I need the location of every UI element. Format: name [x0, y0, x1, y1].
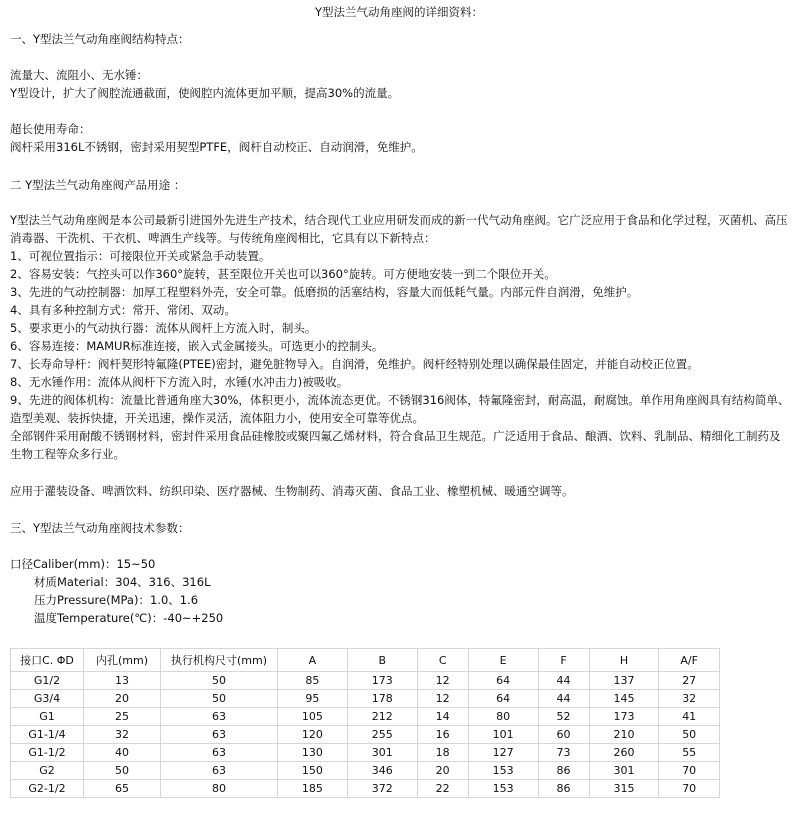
table-cell: G1-1/4: [11, 726, 84, 744]
spec-pressure: 压力Pressure(MPa)：1.0、1.6: [34, 593, 199, 607]
column-header: F: [538, 649, 589, 672]
table-cell: 65: [84, 780, 161, 798]
table-cell: 301: [589, 762, 659, 780]
table-cell: 22: [417, 780, 468, 798]
spec-temperature: 温度Temperature(℃)：-40~+250: [34, 611, 224, 625]
table-cell: 185: [278, 780, 348, 798]
applications-text: 应用于灌装设备、啤酒饮料、纺织印染、医疗器械、生物制药、消毒灭菌、食品工业、橡塑机械、暖通空调等。: [10, 484, 574, 498]
table-cell: 20: [417, 762, 468, 780]
feature1-text: Y型设计，扩大了阀腔流通截面，使阀腔内流体更加平顺，提高30%的流量。: [10, 86, 400, 100]
table-cell: 137: [589, 672, 659, 690]
spec-caliber: 口径Caliber(mm)：15~50: [10, 557, 156, 571]
section2-heading: 二 Y型法兰气动角座阀产品用途 ：: [10, 178, 186, 192]
table-cell: 40: [84, 744, 161, 762]
table-cell: 18: [417, 744, 468, 762]
table-cell: 50: [161, 672, 278, 690]
table-cell: 27: [659, 672, 720, 690]
table-cell: 52: [538, 708, 589, 726]
feature-item: 6、容易连接：MAMUR标准连接，嵌入式金属接头。可选更小的控制头。: [10, 339, 384, 353]
column-header: E: [468, 649, 538, 672]
table-cell: 64: [468, 672, 538, 690]
table-row: [11, 708, 720, 726]
feature-item: 8、无水锤作用：流体从阀杆下方流入时，水锤(水冲击力)被吸收。: [10, 375, 349, 389]
table-cell: G2: [11, 762, 84, 780]
table-cell: 50: [659, 726, 720, 744]
spec-material: 材质Material：304、316、316L: [34, 575, 211, 589]
table-row: [11, 744, 720, 762]
section1-heading: 一、Y型法兰气动角座阀结构特点：: [10, 32, 190, 46]
table-cell: 16: [417, 726, 468, 744]
table-cell: 12: [417, 690, 468, 708]
column-header: 内孔(mm): [84, 649, 161, 672]
table-cell: 95: [278, 690, 348, 708]
table-cell: 150: [278, 762, 348, 780]
table-cell: 25: [84, 708, 161, 726]
table-cell: 178: [347, 690, 417, 708]
table-cell: 372: [347, 780, 417, 798]
table-cell: 13: [84, 672, 161, 690]
table-cell: 60: [538, 726, 589, 744]
table-cell: 70: [659, 780, 720, 798]
table-cell: 63: [161, 744, 278, 762]
feature-item: 4、具有多种控制方式：常开、常闭、双动。: [10, 303, 236, 317]
table-cell: 346: [347, 762, 417, 780]
table-cell: 12: [417, 672, 468, 690]
table-cell: 173: [589, 708, 659, 726]
feature-item: 5、要求更小的气动执行器：流体从阀杆上方流入时，制头。: [10, 321, 317, 335]
table-cell: 41: [659, 708, 720, 726]
feature1-title: 流量大、流阻小、无水锤：: [10, 68, 148, 82]
feature2-text: 阀杆采用316L不锈钢，密封采用契型PTFE，阀杆自动校正、自动润滑，免维护。: [10, 140, 423, 154]
table-cell: 173: [347, 672, 417, 690]
table-cell: 32: [84, 726, 161, 744]
spec-table: [10, 648, 720, 798]
column-header: A: [278, 649, 348, 672]
column-header: 执行机构尺寸(mm): [161, 649, 278, 672]
table-header-row: [11, 649, 720, 672]
table-row: [11, 672, 720, 690]
table-cell: 212: [347, 708, 417, 726]
table-cell: 44: [538, 672, 589, 690]
table-cell: 32: [659, 690, 720, 708]
table-cell: 105: [278, 708, 348, 726]
table-cell: 64: [468, 690, 538, 708]
table-cell: 80: [468, 708, 538, 726]
table-cell: 153: [468, 780, 538, 798]
table-cell: 44: [538, 690, 589, 708]
materials-text: 全部钢件采用耐酸不锈钢材料，密封件采用食品硅橡胶或聚四氟乙烯材料，符合食品卫生规范。广泛适用于食品、酿酒、饮料、乳制品、精细化工制药及生物工程等众多行业。: [10, 429, 781, 461]
table-row: [11, 780, 720, 798]
table-cell: 85: [278, 672, 348, 690]
table-cell: G2-1/2: [11, 780, 84, 798]
table-cell: 73: [538, 744, 589, 762]
table-cell: 86: [538, 762, 589, 780]
table-cell: 50: [84, 762, 161, 780]
feature-item: 1、可视位置指示：可接限位开关或紧急手动装置。: [10, 249, 271, 263]
table-row: [11, 762, 720, 780]
table-cell: G1: [11, 708, 84, 726]
table-cell: 260: [589, 744, 659, 762]
page-title: Y型法兰气动角座阀的详细资料：: [314, 5, 484, 19]
table-cell: 255: [347, 726, 417, 744]
column-header: 接口C. ΦD: [11, 649, 84, 672]
table-cell: 63: [161, 726, 278, 744]
feature-item: 3、先进的气动控制器：加厚工程塑料外壳，安全可靠。低磨损的活塞结构，容量大而低耗气量。内部元件自润滑，免维护。: [10, 285, 639, 299]
section2-intro: Y型法兰气动角座阀是本公司最新引进国外先进生产技术，结合现代工业应用研发而成的新一代气动角座阀。它广泛应用于食品和化学过程，灭菌机、高压消毒器、干洗机、干衣机、啤酒生产线等。与传统角座阀相比，它具有以下新特点：: [10, 213, 788, 245]
feature2-title: 超长使用寿命：: [10, 122, 91, 136]
table-cell: 20: [84, 690, 161, 708]
table-row: [11, 690, 720, 708]
table-cell: G1/2: [11, 672, 84, 690]
table-row: [11, 726, 720, 744]
table-cell: 63: [161, 762, 278, 780]
column-header: A/F: [659, 649, 720, 672]
table-cell: 14: [417, 708, 468, 726]
table-cell: 55: [659, 744, 720, 762]
table-cell: 315: [589, 780, 659, 798]
table-cell: 145: [589, 690, 659, 708]
table-cell: G1-1/2: [11, 744, 84, 762]
table-cell: 63: [161, 708, 278, 726]
table-cell: 120: [278, 726, 348, 744]
feature-item-9: 9、先进的阀体机构：流量比普通角座大30%，体积更小，流体流态更优。不锈钢316阀体，特氟隆密封，耐高温，耐腐蚀。单作用角座阀具有结构简单、造型美观、装拆快捷，开关迅速，操作灵活，流体阻力小，使用安全可靠等优点。: [10, 393, 790, 425]
column-header: H: [589, 649, 659, 672]
feature-item: 2、容易安装：气控头可以作360°旋转，甚至限位开关也可以360°旋转。可方便地安装一到二个限位开关。: [10, 267, 556, 281]
table-cell: 210: [589, 726, 659, 744]
table-cell: 127: [468, 744, 538, 762]
feature-item: 7、长寿命导杆：阀杆契形特氟隆(PTEE)密封，避免脏物导入。自润滑，免维护。阀杆经特别处理以确保最佳固定，并能自动校正位置。: [10, 357, 699, 371]
table-cell: 80: [161, 780, 278, 798]
column-header: B: [347, 649, 417, 672]
table-cell: G3/4: [11, 690, 84, 708]
section3-heading: 三、Y型法兰气动角座阀技术参数：: [10, 521, 190, 535]
table-cell: 70: [659, 762, 720, 780]
table-cell: 101: [468, 726, 538, 744]
table-cell: 86: [538, 780, 589, 798]
table-cell: 130: [278, 744, 348, 762]
table-cell: 50: [161, 690, 278, 708]
column-header: C: [417, 649, 468, 672]
table-cell: 153: [468, 762, 538, 780]
table-cell: 301: [347, 744, 417, 762]
